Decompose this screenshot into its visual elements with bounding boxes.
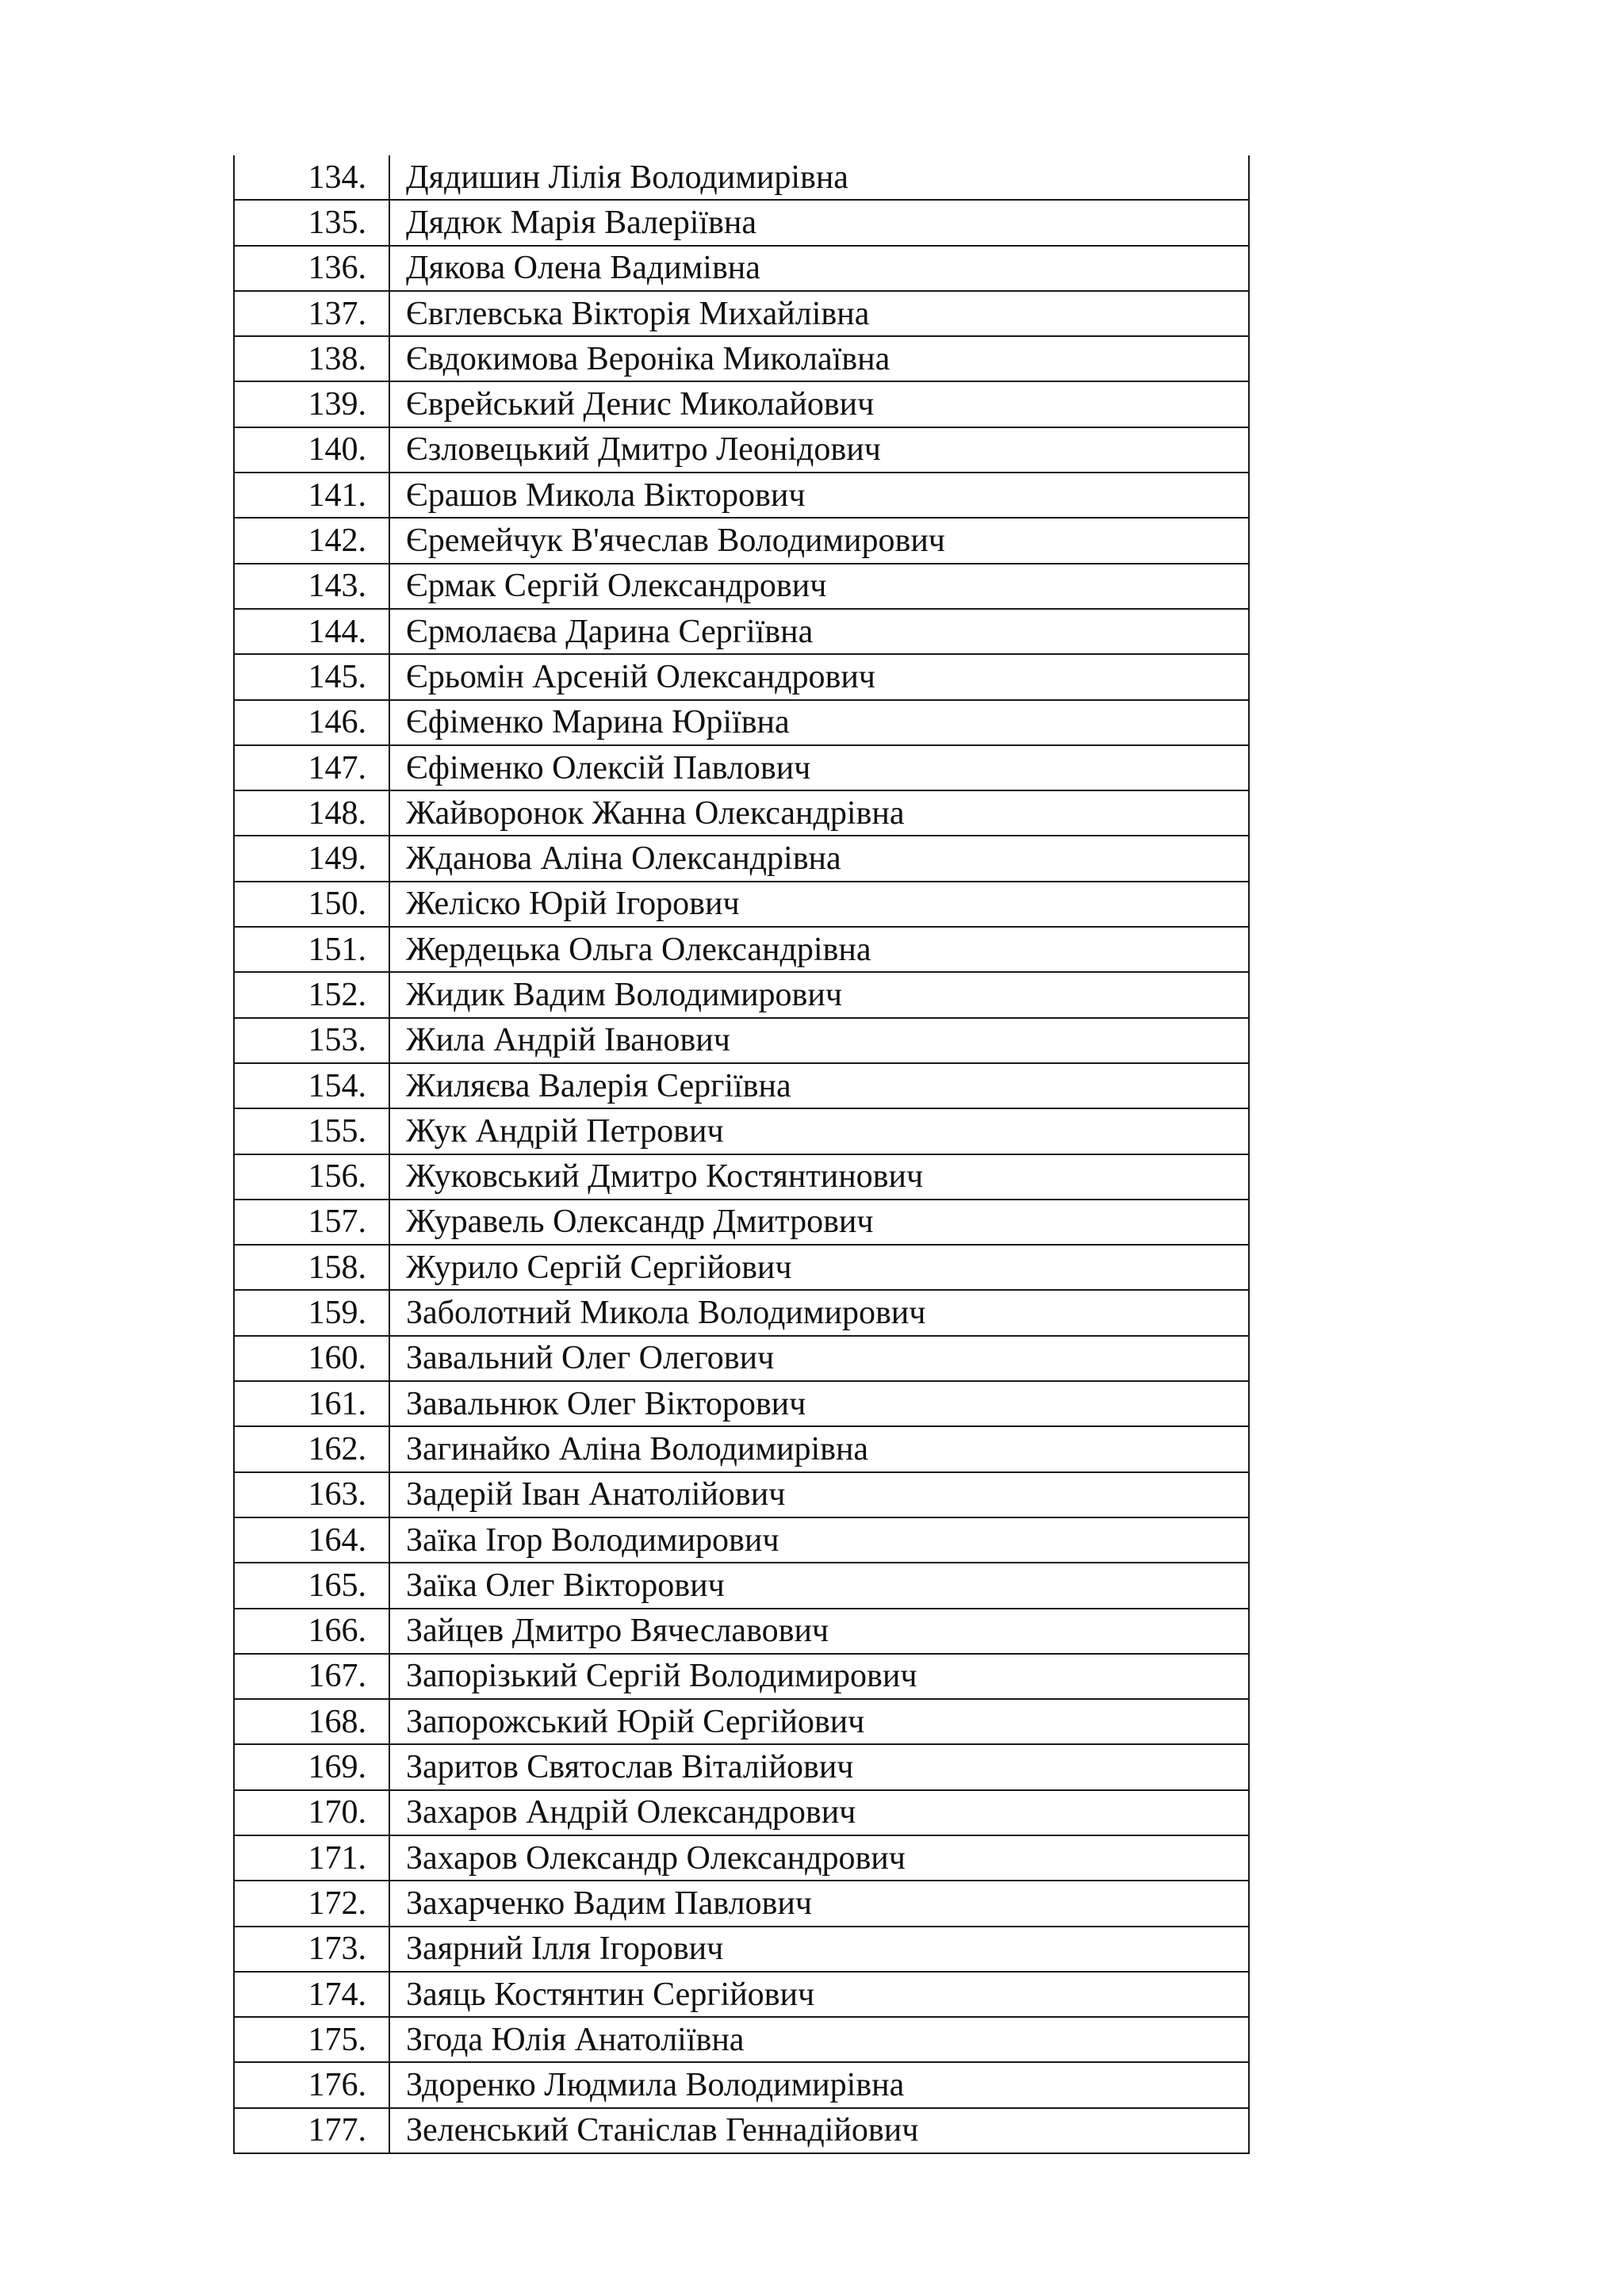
table-row <box>234 1927 1249 1972</box>
person-name: Жиляєва Валерія Сергіївна <box>389 1063 1249 1108</box>
person-name: Єрмак Сергій Олександрович <box>389 564 1249 609</box>
person-name: Жуковський Дмитро Костянтинович <box>389 1154 1249 1200</box>
row-number: 146. <box>234 700 389 745</box>
row-number: 166. <box>234 1609 389 1654</box>
table-row <box>234 200 1249 245</box>
table-row <box>234 2017 1249 2062</box>
person-name: Заритов Святослав Віталійович <box>389 1744 1249 1789</box>
table-row <box>234 518 1249 563</box>
person-name: Зеленський Станіслав Геннадійович <box>389 2108 1249 2153</box>
person-name: Зайцев Дмитро Вячеславович <box>389 1609 1249 1654</box>
person-name: Захаров Андрій Олександрович <box>389 1790 1249 1835</box>
table-row <box>234 1290 1249 1335</box>
person-name: Захаров Олександр Олександрович <box>389 1835 1249 1881</box>
table-row <box>234 427 1249 473</box>
table-row <box>234 1063 1249 1108</box>
table-row <box>234 745 1249 790</box>
table-row <box>234 1881 1249 1926</box>
row-number: 162. <box>234 1426 389 1471</box>
table-row <box>234 1609 1249 1654</box>
table-row <box>234 654 1249 699</box>
person-name: Запорожський Юрій Сергійович <box>389 1699 1249 1744</box>
table-row <box>234 790 1249 836</box>
person-name: Єрьомін Арсеній Олександрович <box>389 654 1249 699</box>
table-row <box>234 291 1249 336</box>
person-name: Дядюк Марія Валеріївна <box>389 200 1249 245</box>
row-number: 173. <box>234 1927 389 1972</box>
person-name: Жердецька Ольга Олександрівна <box>389 927 1249 972</box>
person-name: Євдокимова Вероніка Миколаївна <box>389 336 1249 381</box>
row-number: 169. <box>234 1744 389 1789</box>
table-row <box>234 1108 1249 1154</box>
table-row <box>234 1472 1249 1517</box>
row-number: 175. <box>234 2017 389 2062</box>
person-name: Журило Сергій Сергійович <box>389 1245 1249 1290</box>
row-number: 154. <box>234 1063 389 1108</box>
row-number: 157. <box>234 1200 389 1245</box>
row-number: 141. <box>234 473 389 518</box>
person-name: Єфіменко Олексій Павлович <box>389 745 1249 790</box>
row-number: 167. <box>234 1654 389 1699</box>
table-row <box>234 1699 1249 1744</box>
row-number: 142. <box>234 518 389 563</box>
table-row <box>234 836 1249 881</box>
table-row <box>234 473 1249 518</box>
person-name: Журавель Олександр Дмитрович <box>389 1200 1249 1245</box>
person-name: Жук Андрій Петрович <box>389 1108 1249 1154</box>
row-number: 153. <box>234 1018 389 1063</box>
row-number: 160. <box>234 1336 389 1381</box>
table-row <box>234 1972 1249 2017</box>
name-list-table <box>233 155 1250 2154</box>
row-number: 138. <box>234 336 389 381</box>
row-number: 156. <box>234 1154 389 1200</box>
person-name: Завальнюк Олег Вікторович <box>389 1381 1249 1426</box>
person-name: Завальний Олег Олегович <box>389 1336 1249 1381</box>
row-number: 135. <box>234 200 389 245</box>
row-number: 171. <box>234 1835 389 1881</box>
person-name: Єрашов Микола Вікторович <box>389 473 1249 518</box>
table-row <box>234 1154 1249 1200</box>
row-number: 136. <box>234 246 389 291</box>
person-name: Заїка Олег Вікторович <box>389 1563 1249 1608</box>
table-row <box>234 1245 1249 1290</box>
person-name: Здоренко Людмила Володимирівна <box>389 2062 1249 2107</box>
person-name: Жайворонок Жанна Олександрівна <box>389 790 1249 836</box>
table-row <box>234 882 1249 927</box>
person-name: Заярний Ілля Ігорович <box>389 1927 1249 1972</box>
table-row <box>234 1381 1249 1426</box>
table-row <box>234 1563 1249 1608</box>
row-number: 140. <box>234 427 389 473</box>
person-name: Євглевська Вікторія Михайлівна <box>389 291 1249 336</box>
table-row <box>234 972 1249 1017</box>
row-number: 168. <box>234 1699 389 1744</box>
table-row <box>234 609 1249 654</box>
document-page <box>233 155 1248 2154</box>
person-name: Єзловецький Дмитро Леонідович <box>389 427 1249 473</box>
row-number: 143. <box>234 564 389 609</box>
person-name: Загинайко Аліна Володимирівна <box>389 1426 1249 1471</box>
table-row <box>234 246 1249 291</box>
row-number: 145. <box>234 654 389 699</box>
table-row <box>234 336 1249 381</box>
table-row <box>234 1426 1249 1471</box>
table-row <box>234 564 1249 609</box>
table-row <box>234 381 1249 427</box>
person-name: Згода Юлія Анатоліївна <box>389 2017 1249 2062</box>
name-list-body <box>234 155 1249 2153</box>
person-name: Дядишин Лілія Володимирівна <box>389 155 1249 200</box>
person-name: Єрмолаєва Дарина Сергіївна <box>389 609 1249 654</box>
row-number: 150. <box>234 882 389 927</box>
table-row <box>234 1200 1249 1245</box>
row-number: 174. <box>234 1972 389 2017</box>
row-number: 172. <box>234 1881 389 1926</box>
row-number: 149. <box>234 836 389 881</box>
row-number: 155. <box>234 1108 389 1154</box>
row-number: 176. <box>234 2062 389 2107</box>
person-name: Єфіменко Марина Юріївна <box>389 700 1249 745</box>
row-number: 134. <box>234 155 389 200</box>
row-number: 152. <box>234 972 389 1017</box>
table-row <box>234 927 1249 972</box>
table-row <box>234 1336 1249 1381</box>
row-number: 159. <box>234 1290 389 1335</box>
person-name: Жданова Аліна Олександрівна <box>389 836 1249 881</box>
row-number: 137. <box>234 291 389 336</box>
table-row <box>234 1018 1249 1063</box>
person-name: Заїка Ігор Володимирович <box>389 1517 1249 1563</box>
person-name: Дякова Олена Вадимівна <box>389 246 1249 291</box>
person-name: Задерій Іван Анатолійович <box>389 1472 1249 1517</box>
table-row <box>234 1790 1249 1835</box>
table-row <box>234 1517 1249 1563</box>
row-number: 164. <box>234 1517 389 1563</box>
person-name: Жила Андрій Іванович <box>389 1018 1249 1063</box>
row-number: 148. <box>234 790 389 836</box>
table-row <box>234 1835 1249 1881</box>
table-row <box>234 2062 1249 2107</box>
table-row <box>234 2108 1249 2153</box>
row-number: 165. <box>234 1563 389 1608</box>
row-number: 161. <box>234 1381 389 1426</box>
table-row <box>234 1654 1249 1699</box>
person-name: Запорізький Сергій Володимирович <box>389 1654 1249 1699</box>
person-name: Заяць Костянтин Сергійович <box>389 1972 1249 2017</box>
row-number: 158. <box>234 1245 389 1290</box>
table-row <box>234 700 1249 745</box>
person-name: Желіско Юрій Ігорович <box>389 882 1249 927</box>
row-number: 144. <box>234 609 389 654</box>
person-name: Єврейський Денис Миколайович <box>389 381 1249 427</box>
table-row <box>234 155 1249 200</box>
person-name: Заболотний Микола Володимирович <box>389 1290 1249 1335</box>
row-number: 147. <box>234 745 389 790</box>
row-number: 177. <box>234 2108 389 2153</box>
row-number: 139. <box>234 381 389 427</box>
table-row <box>234 1744 1249 1789</box>
row-number: 163. <box>234 1472 389 1517</box>
person-name: Єремейчук В'ячеслав Володимирович <box>389 518 1249 563</box>
row-number: 151. <box>234 927 389 972</box>
person-name: Жидик Вадим Володимирович <box>389 972 1249 1017</box>
person-name: Захарченко Вадим Павлович <box>389 1881 1249 1926</box>
row-number: 170. <box>234 1790 389 1835</box>
